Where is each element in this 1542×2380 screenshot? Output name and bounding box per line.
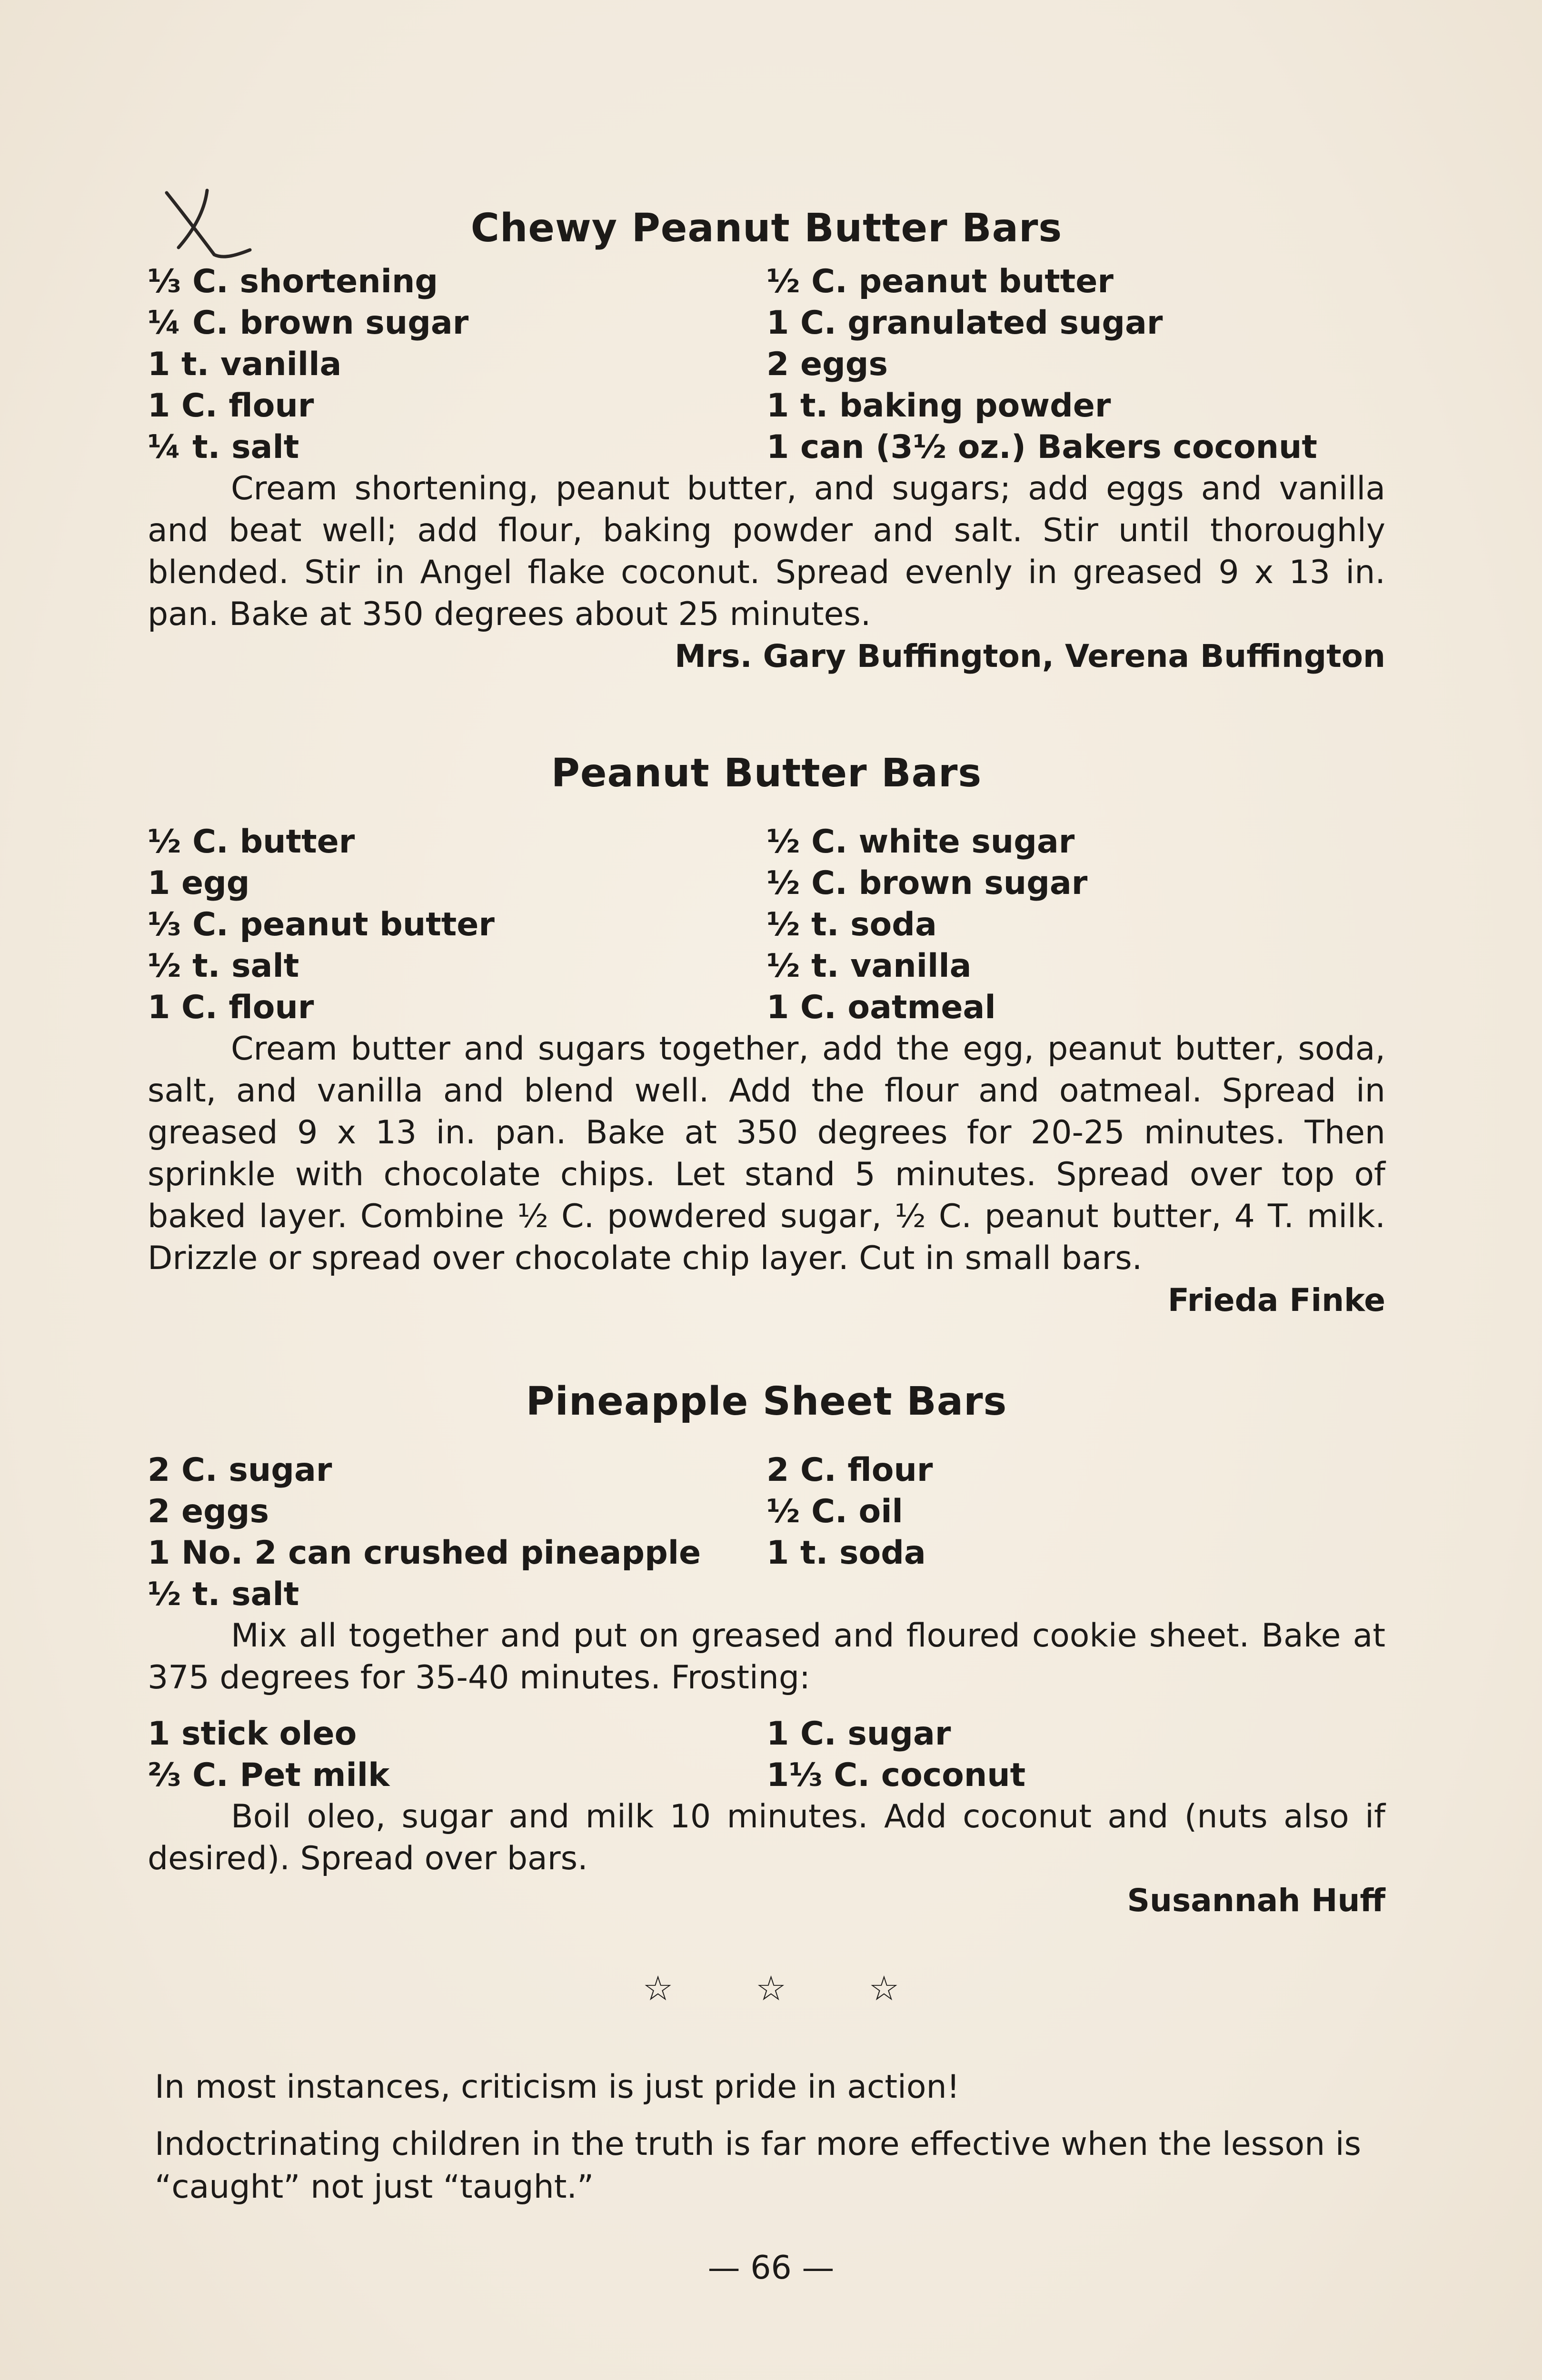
ingredient: ⅓ C. peanut butter: [148, 906, 495, 943]
recipe-method: Cream butter and sugars together, add the egg, peanut butter, soda, salt, and vanilla and blend well. Add the flour and oatmeal. Spread in greased 9 x 13 in. pan. Bake at 350 degrees for 20-25 minutes. Then sprinkle with chocolate chips. Let stand 5 minutes. Spread over top of baked layer. Combine ½ C. powdered sugar, ½ C. peanut butter, 4 T. milk. Drizzle or spread over chocolate chip layer. Cut in small bars.: [148, 1030, 1385, 1277]
quote: Indoctrinating children in the truth is far more effective when the lesson is “caught” not just “taught.”: [155, 2125, 1362, 2206]
recipe-author: Mrs. Gary Buffington, Verena Buffington: [675, 638, 1385, 674]
recipe-method: Mix all together and put on greased and floured cookie sheet. Bake at 375 degrees for 35-40 minutes. Frosting:: [148, 1617, 1385, 1696]
ingredient: 1 can (3½ oz.) Bakers coconut: [766, 428, 1317, 466]
ingredient-list: [148, 821, 1385, 1028]
ingredient: ½ C. oil: [766, 1493, 903, 1530]
ingredient: 2 eggs: [148, 1493, 269, 1530]
ingredient: 1 C. sugar: [766, 1715, 951, 1753]
ingredient: 1⅓ C. coconut: [766, 1756, 1026, 1794]
ingredient: 1 C. oatmeal: [766, 989, 996, 1026]
page-number: — 66 —: [707, 2249, 835, 2287]
recipe-peanut-butter-bars: [148, 750, 1385, 1321]
ingredient: 2 C. flour: [766, 1451, 933, 1489]
recipe-author: Frieda Finke: [1167, 1282, 1385, 1319]
ingredient: ½ t. vanilla: [766, 947, 972, 985]
star-divider: ☆ ☆ ☆: [642, 1968, 900, 2008]
recipe-chewy-peanut-butter-bars: [148, 205, 1385, 677]
ingredient-list: [148, 261, 1385, 468]
ingredient: ½ C. peanut butter: [766, 263, 1114, 300]
frosting-ingredient-list: [148, 1713, 1385, 1796]
recipe-title: Chewy Peanut Butter Bars: [470, 206, 1063, 251]
recipe-pineapple-sheet-bars: [148, 1378, 1385, 1922]
ingredient: ½ C. white sugar: [766, 823, 1075, 861]
ingredient: 1 egg: [148, 864, 250, 902]
ingredient: ½ t. salt: [148, 947, 299, 985]
ingredient: ⅔ C. Pet milk: [148, 1756, 390, 1794]
ingredient: ¼ t. salt: [148, 428, 299, 466]
ingredient: 1 t. soda: [766, 1534, 926, 1572]
ingredient: 1 C. flour: [148, 387, 314, 425]
recipe-method: Cream shortening, peanut butter, and sugars; add eggs and vanilla and beat well; add flour, baking powder and salt. Stir until thoroughly blended. Stir in Angel flake coconut. Spread evenly in greased 9 x 13 in. pan. Bake at 350 degrees about 25 minutes.: [148, 470, 1385, 633]
ingredient: ½ C. butter: [148, 823, 355, 861]
ingredient: 2 eggs: [766, 346, 888, 383]
quote: In most instances, criticism is just pride in action!: [155, 2068, 960, 2106]
ingredient: 1 C. flour: [148, 989, 314, 1026]
ingredient: [766, 1574, 1385, 1615]
ingredient: ½ t. salt: [148, 1576, 299, 1613]
ingredient: 1 t. baking powder: [766, 387, 1111, 425]
ingredient-list: [148, 1449, 1385, 1615]
ingredient: 1 No. 2 can crushed pineapple: [148, 1534, 701, 1572]
ingredient: ½ C. brown sugar: [766, 864, 1088, 902]
recipe-author: Susannah Huff: [1127, 1882, 1385, 1919]
ingredient: ½ t. soda: [766, 906, 937, 943]
ingredient: 1 stick oleo: [148, 1715, 357, 1753]
recipe-title: Peanut Butter Bars: [551, 751, 982, 796]
frosting-method: Boil oleo, sugar and milk 10 minutes. Add coconut and (nuts also if desired). Spread over bars.: [148, 1798, 1385, 1877]
ingredient: 2 C. sugar: [148, 1451, 332, 1489]
ingredient: 1 C. granulated sugar: [766, 304, 1163, 342]
ingredient: 1 t. vanilla: [148, 346, 342, 383]
recipe-title: Pineapple Sheet Bars: [526, 1379, 1007, 1424]
ingredient: ¼ C. brown sugar: [148, 304, 469, 342]
ingredient: ⅓ C. shortening: [148, 263, 438, 300]
